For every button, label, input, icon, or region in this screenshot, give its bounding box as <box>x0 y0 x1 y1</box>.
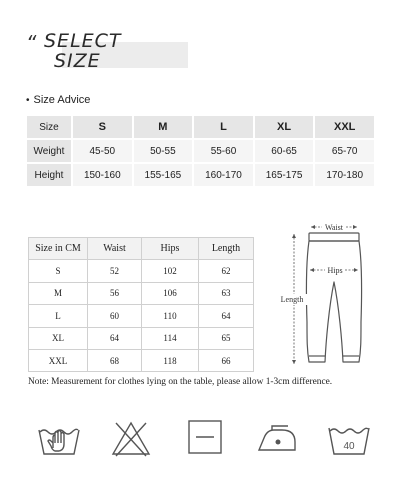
size-header-cell: S <box>72 115 133 139</box>
arrow-icon <box>292 360 296 364</box>
pants-diagram <box>276 222 388 378</box>
hips-label: Hips <box>327 266 343 275</box>
size-header-cell: XL <box>254 115 315 139</box>
table-cell: 60 <box>88 305 142 327</box>
measurement-table <box>28 237 254 372</box>
table-cell: 155-165 <box>133 163 194 187</box>
table-cell: M <box>29 282 88 304</box>
height-row <box>26 163 375 187</box>
title-quote: “ <box>26 31 38 55</box>
table-cell: 63 <box>199 282 254 304</box>
waist-label: Waist <box>324 223 344 232</box>
measurement-header-cell: Hips <box>142 238 199 260</box>
arrow-icon <box>292 234 296 238</box>
table-cell: 60-65 <box>254 139 315 163</box>
table-cell: 150-160 <box>72 163 133 187</box>
table-cell: XL <box>29 327 88 349</box>
table-cell: 118 <box>142 349 199 371</box>
iron-low-icon <box>254 418 300 458</box>
table-row <box>29 260 254 282</box>
size-advice-heading-text: Size Advice <box>33 94 91 106</box>
wash-temperature-label: 40 <box>343 441 355 452</box>
table-cell: 102 <box>142 260 199 282</box>
size-header-cell: Size <box>26 115 72 139</box>
size-advice-heading <box>26 94 90 106</box>
table-cell: 160-170 <box>193 163 254 187</box>
table-cell: 65-70 <box>314 139 375 163</box>
table-cell: 65 <box>199 327 254 349</box>
do-not-bleach-icon <box>108 418 154 458</box>
measurement-header-cell: Waist <box>88 238 142 260</box>
arrow-icon <box>353 225 357 229</box>
table-row <box>29 282 254 304</box>
row-label: Height <box>26 163 72 187</box>
table-cell: 170-180 <box>314 163 375 187</box>
size-advice-header-row <box>26 115 375 139</box>
hand-wash-icon <box>36 418 82 458</box>
table-cell: 106 <box>142 282 199 304</box>
size-header-cell: XXL <box>314 115 375 139</box>
arrow-icon <box>311 225 315 229</box>
table-cell: XXL <box>29 349 88 371</box>
iron-dot-icon <box>276 440 281 445</box>
table-row <box>29 327 254 349</box>
size-advice-table <box>25 114 376 188</box>
dry-flat-icon <box>182 418 228 458</box>
table-cell: 62 <box>199 260 254 282</box>
table-cell: L <box>29 305 88 327</box>
waistband-shape <box>309 233 359 241</box>
bullet-icon: • <box>26 95 30 106</box>
table-cell: 114 <box>142 327 199 349</box>
table-cell: S <box>29 260 88 282</box>
table-cell: 165-175 <box>254 163 315 187</box>
measurement-header-cell: Length <box>199 238 254 260</box>
table-cell: 45-50 <box>72 139 133 163</box>
weight-row <box>26 139 375 163</box>
arrow-icon <box>310 268 314 272</box>
size-header-cell: M <box>133 115 194 139</box>
table-cell: 110 <box>142 305 199 327</box>
table-cell: 56 <box>88 282 142 304</box>
measurement-header-row <box>29 238 254 260</box>
title-size: SIZE <box>54 50 101 72</box>
row-label: Weight <box>26 139 72 163</box>
title-select: SELECT <box>44 30 122 52</box>
table-row <box>29 349 254 371</box>
measurement-note: Note: Measurement for clothes lying on the table, please allow 1-3cm difference. <box>28 377 333 387</box>
arrow-icon <box>354 268 358 272</box>
table-cell: 50-55 <box>133 139 194 163</box>
length-label: Length <box>280 295 304 304</box>
table-cell: 52 <box>88 260 142 282</box>
table-cell: 55-60 <box>193 139 254 163</box>
table-cell: 68 <box>88 349 142 371</box>
table-cell: 66 <box>199 349 254 371</box>
wash-40-icon <box>326 418 372 458</box>
measurement-header-cell: Size in CM <box>29 238 88 260</box>
size-header-cell: L <box>193 115 254 139</box>
table-cell: 64 <box>88 327 142 349</box>
pants-outline <box>306 241 361 362</box>
table-row <box>29 305 254 327</box>
table-cell: 64 <box>199 305 254 327</box>
